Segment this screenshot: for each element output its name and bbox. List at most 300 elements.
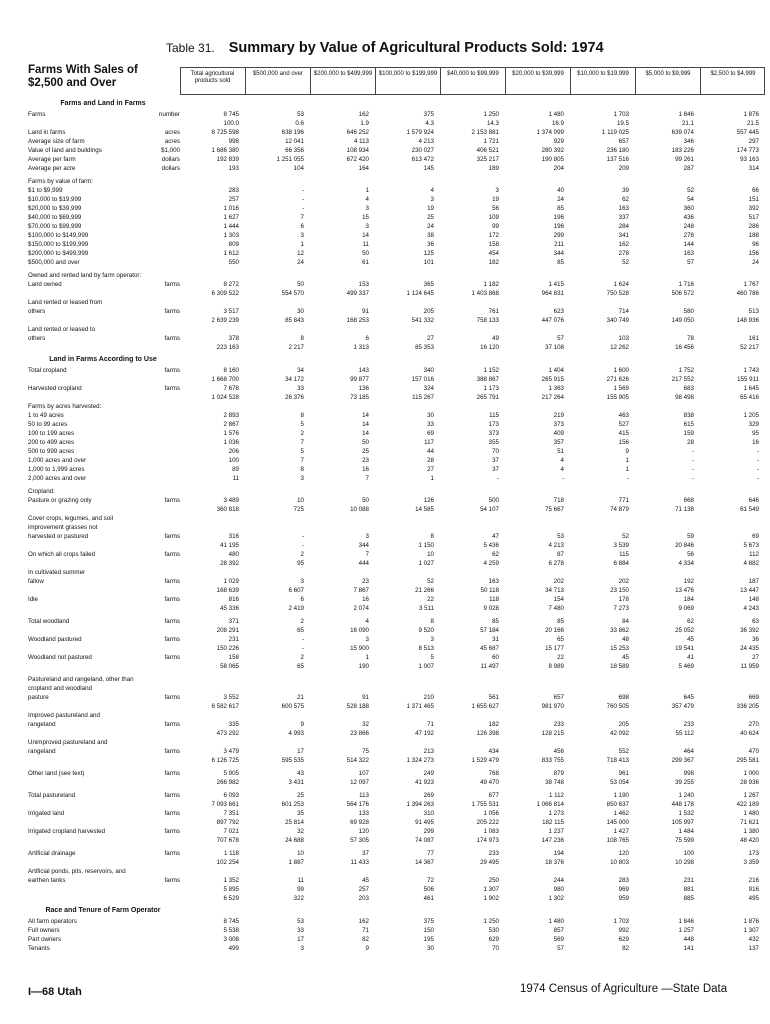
row-label-text: $10,000 to $19,999 (28, 196, 82, 203)
row-label-text: 1,000 acres and over (28, 457, 87, 464)
row-label-text: cropland and woodland (28, 685, 92, 692)
table-row (28, 702, 768, 711)
row-unit: farms (164, 281, 180, 288)
table-cell: 21 266 (415, 587, 434, 594)
table-cell: 668 (683, 497, 694, 504)
table-cell: 43 (297, 770, 304, 777)
table-cell: 16 090 (350, 627, 369, 634)
table-cell: 473 292 (216, 730, 239, 737)
table-cell: 168 253 (346, 317, 369, 324)
row-unit: farms (164, 810, 180, 817)
table-cell: 53 054 (610, 779, 629, 786)
table-cell: 141 (683, 945, 694, 952)
table-cell: 4 (365, 618, 369, 625)
table-cell: 638 196 (281, 129, 304, 136)
table-cell: 24 (752, 259, 759, 266)
table-row (28, 249, 768, 258)
table-cell: 3 (300, 578, 304, 585)
row-label (28, 128, 180, 137)
table-cell: 964 831 (541, 290, 564, 297)
table-cell: 10 803 (610, 859, 629, 866)
table-cell: 7 273 (613, 605, 629, 612)
table-cell: 517 (748, 214, 759, 221)
table-cell: 25 814 (285, 819, 304, 826)
row-label (28, 231, 180, 240)
table-row (28, 384, 768, 393)
table-cell: 2 217 (288, 344, 304, 351)
table-cell: 233 (488, 850, 499, 857)
table-cell: 52 (427, 578, 434, 585)
row-label (28, 917, 180, 926)
table-row (28, 800, 768, 809)
table-cell: 33 (427, 421, 434, 428)
row-label (28, 411, 180, 420)
table-cell: 27 (427, 466, 434, 473)
table-cell: 1 083 (483, 828, 499, 835)
table-cell: 297 (748, 138, 759, 145)
table-cell: 857 (553, 927, 564, 934)
table-cell: 959 (618, 895, 629, 902)
row-label-text: 1 to 49 acres (28, 412, 64, 419)
table-cell: 49 470 (480, 779, 499, 786)
table-cell: 164 (358, 165, 369, 172)
row-label-text: 50 to 99 acres (28, 421, 68, 428)
table-row (28, 885, 768, 894)
table-row (28, 119, 768, 128)
table-cell: 1 703 (613, 111, 629, 118)
row-unit: farms (164, 578, 180, 585)
table-cell: 1 251 055 (276, 156, 304, 163)
table-cell: 71 138 (675, 506, 694, 513)
table-row (28, 684, 768, 693)
table-cell: 1 150 (418, 542, 434, 549)
table-cell: 1 (625, 466, 629, 473)
table-cell: 1 257 (678, 927, 694, 934)
table-cell: 9 (300, 721, 304, 728)
table-cell: 1 307 (743, 927, 759, 934)
table-cell: 65 (297, 663, 304, 670)
table-cell: 1 876 (743, 918, 759, 925)
table-cell: 7 (365, 551, 369, 558)
table-cell: 3 479 (223, 748, 239, 755)
row-label (28, 935, 180, 944)
table-cell: 148 (748, 596, 759, 603)
table-cell: 41 923 (415, 779, 434, 786)
table-cell: 28 392 (220, 560, 239, 567)
table-cell: 53 (297, 111, 304, 118)
row-label (28, 514, 180, 523)
table-cell: 28 936 (740, 779, 759, 786)
table-cell: 42 092 (610, 730, 629, 737)
table-cell: 7 021 (223, 828, 239, 835)
table-cell: 1 250 (483, 111, 499, 118)
table-cell: 12 262 (610, 344, 629, 351)
row-label-text: In cultivated summer (28, 569, 86, 576)
table-cell: 1 846 (678, 918, 694, 925)
table-cell: 4 (430, 187, 434, 194)
table-row (28, 316, 768, 325)
table-cell: 47 (492, 533, 499, 540)
row-label (28, 177, 180, 186)
table-cell: 1 173 (483, 385, 499, 392)
table-cell: 126 (423, 497, 434, 504)
table-cell: 57 184 (480, 627, 499, 634)
table-cell: 31 (492, 636, 499, 643)
row-label-text: rangeland (28, 721, 56, 728)
row-label (28, 213, 180, 222)
table-cell: 84 (622, 618, 629, 625)
row-label (28, 635, 180, 644)
table-cell: 52 (622, 533, 629, 540)
table-cell: 833 755 (541, 757, 564, 764)
table-cell: 23 (362, 578, 369, 585)
table-cell: 12 (297, 250, 304, 257)
table-cell: 99 (297, 886, 304, 893)
table-cell: 1 876 (743, 111, 759, 118)
table-body (28, 96, 768, 953)
table-cell: 897 792 (216, 819, 239, 826)
table-cell: 2 639 239 (211, 317, 239, 324)
table-cell: 550 (228, 259, 239, 266)
table-row (28, 644, 768, 653)
table-cell: 1 374 099 (536, 129, 564, 136)
table-cell: 1 302 (548, 895, 564, 902)
table-cell: 82 (622, 945, 629, 952)
table-cell: 10 (297, 497, 304, 504)
table-cell: 202 (553, 578, 564, 585)
row-label-text: harvested or pastured (28, 533, 89, 540)
table-cell: 1 124 645 (406, 290, 434, 297)
table-cell: - (301, 196, 304, 203)
table-row (28, 738, 768, 747)
table-row (28, 917, 768, 926)
table-cell: 25 (297, 792, 304, 799)
table-cell: 8 (300, 335, 304, 342)
row-label-text: Value of land and buildings (28, 147, 102, 154)
table-row (28, 438, 768, 447)
table-cell: 100.0 (223, 120, 239, 127)
table-cell: 283 (228, 187, 239, 194)
table-cell: 1.9 (360, 120, 369, 127)
table-row (28, 747, 768, 756)
table-cell: 5 895 (223, 886, 239, 893)
table-cell: 24 (557, 196, 564, 203)
table-cell: 569 (553, 936, 564, 943)
table-row (28, 858, 768, 867)
table-row (28, 366, 768, 375)
table-cell: 194 (553, 850, 564, 857)
table-cell: 3 (300, 945, 304, 952)
section-heading: Race and Tenure of Farm Operator (45, 907, 161, 914)
table-cell: 163 (683, 250, 694, 257)
row-unit: farms (164, 770, 180, 777)
table-cell: 916 (748, 886, 759, 893)
table-cell: - (301, 205, 304, 212)
table-cell: 1 007 (418, 663, 434, 670)
table-cell: 190 805 (541, 156, 564, 163)
table-row (28, 693, 768, 702)
table-cell: 193 (228, 165, 239, 172)
table-cell: 557 445 (736, 129, 759, 136)
table-cell: 2 (300, 654, 304, 661)
table-cell: 7 678 (223, 385, 239, 392)
table-cell: 16 (362, 596, 369, 603)
table-cell: 881 (683, 886, 694, 893)
table-cell: 85 (492, 618, 499, 625)
table-cell: 528 188 (346, 703, 369, 710)
table-row (28, 289, 768, 298)
table-cell: 145 (423, 165, 434, 172)
table-cell: 71 621 (740, 819, 759, 826)
table-cell: 2 (300, 430, 304, 437)
table-cell: 19 (492, 196, 499, 203)
table-cell: 33 (297, 385, 304, 392)
table-cell: 57 (557, 945, 564, 952)
table-cell: 460 786 (736, 290, 759, 297)
table-cell: 21.1 (681, 120, 694, 127)
table-cell: 657 (553, 694, 564, 701)
table-cell: 1 579 924 (406, 129, 434, 136)
table-cell: 36 (752, 636, 759, 643)
table-cell: 85 (557, 259, 564, 266)
row-label-text: others (28, 335, 46, 342)
table-cell: 163 (488, 578, 499, 585)
table-cell: 16 120 (480, 344, 499, 351)
table-cell: 50 (362, 439, 369, 446)
row-label-text: $40,000 to $69,999 (28, 214, 82, 221)
row-label (28, 653, 180, 662)
table-cell: 12 041 (285, 138, 304, 145)
row-label (28, 769, 180, 778)
table-cell: 4.3 (425, 120, 434, 127)
row-label-text: 500 to 999 acres (28, 448, 75, 455)
table-cell: 707 678 (216, 837, 239, 844)
table-cell: 3 (300, 475, 304, 482)
table-cell: 203 (358, 895, 369, 902)
table-cell: - (301, 187, 304, 194)
table-row (28, 231, 768, 240)
row-label (28, 146, 180, 155)
column-header: $5,000 to $9,999 (635, 68, 700, 94)
table-cell: 28 (427, 457, 434, 464)
table-cell: 34 (297, 367, 304, 374)
table-cell: 99 (492, 223, 499, 230)
table-cell: 62 (622, 196, 629, 203)
table-cell: 45 (687, 636, 694, 643)
table-cell: 600 575 (281, 703, 304, 710)
table-row (28, 155, 768, 164)
table-cell: 3 (365, 636, 369, 643)
table-cell: - (301, 533, 304, 540)
table-cell: 1 767 (743, 281, 759, 288)
row-label (28, 366, 180, 375)
table-cell: 15 (362, 214, 369, 221)
table-cell: 18 589 (610, 663, 629, 670)
row-unit: farms (164, 308, 180, 315)
row-unit: number (159, 111, 180, 118)
table-cell: - (756, 448, 759, 455)
table-cell: 464 (683, 748, 694, 755)
table-cell: 189 (488, 165, 499, 172)
table-cell: 1 (365, 654, 369, 661)
table-cell: 117 (424, 439, 434, 446)
row-unit: acres (164, 138, 180, 145)
table-row (28, 577, 768, 586)
table-cell: 190 (358, 663, 369, 670)
table-cell: 202 (618, 578, 629, 585)
table-cell: 182 (488, 259, 499, 266)
table-cell: 527 (618, 421, 629, 428)
table-cell: 45 687 (480, 645, 499, 652)
table-cell: 63 (752, 618, 759, 625)
table-cell: 1 645 (743, 385, 759, 392)
row-label-text: $1 to $9,999 (28, 187, 63, 194)
table-cell: 646 (748, 497, 759, 504)
column-header: $200,000 to $499,999 (310, 68, 375, 94)
row-label-text: Cropland: (28, 488, 55, 495)
table-cell: 44 (427, 448, 434, 455)
table-cell: 365 (423, 281, 434, 288)
table-cell: 87 (557, 551, 564, 558)
row-label-text: Unimproved pastureland and (28, 739, 108, 746)
table-cell: 37 (362, 850, 369, 857)
table-cell: 178 (618, 596, 629, 603)
table-row (28, 393, 768, 402)
section-heading: Land in Farms According to Use (49, 356, 157, 363)
table-cell: 209 (618, 165, 629, 172)
table-cell: 19.5 (616, 120, 629, 127)
row-label (28, 155, 180, 164)
table-cell: 360 818 (216, 506, 239, 513)
column-header: $10,000 to $19,999 (570, 68, 635, 94)
row-label (28, 849, 180, 858)
table-cell: 3 (495, 187, 499, 194)
table-cell: 1 484 (678, 828, 694, 835)
row-label (28, 791, 180, 800)
table-cell: 11 959 (740, 663, 759, 670)
table-cell: 37 (492, 466, 499, 473)
row-unit: farms (164, 654, 180, 661)
table-cell: 357 (553, 439, 564, 446)
table-cell: 89 (232, 466, 239, 473)
row-label (28, 249, 180, 258)
row-unit: farms (164, 792, 180, 799)
row-label (28, 334, 180, 343)
table-row (28, 604, 768, 613)
row-label-text: $200,000 to $499,999 (28, 250, 89, 257)
table-cell: 3 (365, 223, 369, 230)
table-cell: 613 472 (411, 156, 434, 163)
table-cell: 266 982 (216, 779, 239, 786)
row-label (28, 532, 180, 541)
table-cell: 771 (618, 497, 629, 504)
table-cell: 1 415 (548, 281, 564, 288)
table-cell: 30 (427, 412, 434, 419)
table-cell: 271 626 (606, 376, 629, 383)
table-cell: 1 668 700 (211, 376, 239, 383)
table-cell: 45 336 (220, 605, 239, 612)
table-cell: 500 (488, 497, 499, 504)
table-cell: 196 (553, 223, 564, 230)
table-cell: 5 (300, 448, 304, 455)
table-cell: 22 (557, 654, 564, 661)
table-cell: 196 (553, 214, 564, 221)
table-cell: 24 435 (740, 645, 759, 652)
table-row (28, 849, 768, 858)
table-cell: 151 (748, 196, 759, 203)
table-cell: 461 (423, 895, 434, 902)
row-label (28, 738, 180, 747)
table-cell: 21 (297, 694, 304, 701)
table-cell: 329 (748, 421, 759, 428)
table-cell: 388 867 (476, 376, 499, 383)
table-cell: 530 (488, 927, 499, 934)
table-cell: 8 745 (223, 111, 239, 118)
table-cell: 75 (362, 748, 369, 755)
table-cell: 158 (228, 654, 239, 661)
table-cell: 52 (622, 259, 629, 266)
table-cell: 672 420 (346, 156, 369, 163)
table-cell: 718 413 (606, 757, 629, 764)
table-cell: 39 (622, 187, 629, 194)
table-cell: 270 (748, 721, 759, 728)
table-cell: 6 529 (223, 895, 239, 902)
table-cell: 206 (228, 448, 239, 455)
table-cell: 278 (683, 232, 694, 239)
table-cell: 248 (683, 223, 694, 230)
row-label (28, 186, 180, 195)
table-cell: 30 (297, 308, 304, 315)
row-unit: farms (164, 877, 180, 884)
table-row (28, 258, 768, 267)
table-cell: 71 (362, 927, 369, 934)
table-row (28, 827, 768, 836)
table-cell: 56 (492, 205, 499, 212)
table-cell: 2 419 (288, 605, 304, 612)
table-cell: 173 (488, 421, 499, 428)
table-cell: 1 404 (548, 367, 564, 374)
table-cell: 392 (748, 205, 759, 212)
table-cell: 552 (618, 748, 629, 755)
table-row (28, 465, 768, 474)
table-cell: 378 (228, 335, 239, 342)
table-cell: 5 436 (483, 542, 499, 549)
table-cell: 9 028 (483, 605, 499, 612)
table-cell: 162 (358, 918, 369, 925)
table-cell: 2 (300, 551, 304, 558)
row-label (28, 617, 180, 626)
table-cell: 335 (228, 721, 239, 728)
table-cell: 118 (489, 596, 499, 603)
column-header: $2,500 to $4,999 (700, 68, 765, 94)
table-cell: 373 (553, 421, 564, 428)
table-cell: 107 (358, 770, 369, 777)
row-label (28, 429, 180, 438)
table-cell: 47 192 (415, 730, 434, 737)
table-cell: 4 213 (548, 542, 564, 549)
table-cell: 147 236 (541, 837, 564, 844)
table-cell: 1 529 479 (471, 757, 499, 764)
table-cell: 1 427 (613, 828, 629, 835)
row-label-text: Artificial ponds, pits, reservoirs, and (28, 868, 126, 875)
table-cell: 217 264 (541, 394, 564, 401)
table-cell: 145 000 (606, 819, 629, 826)
table-row (28, 325, 768, 334)
row-label-text: 1,000 to 1,999 acres (28, 466, 85, 473)
table-row (28, 429, 768, 438)
table-cell: 136 (358, 385, 369, 392)
row-label-text: pasture (28, 694, 49, 701)
